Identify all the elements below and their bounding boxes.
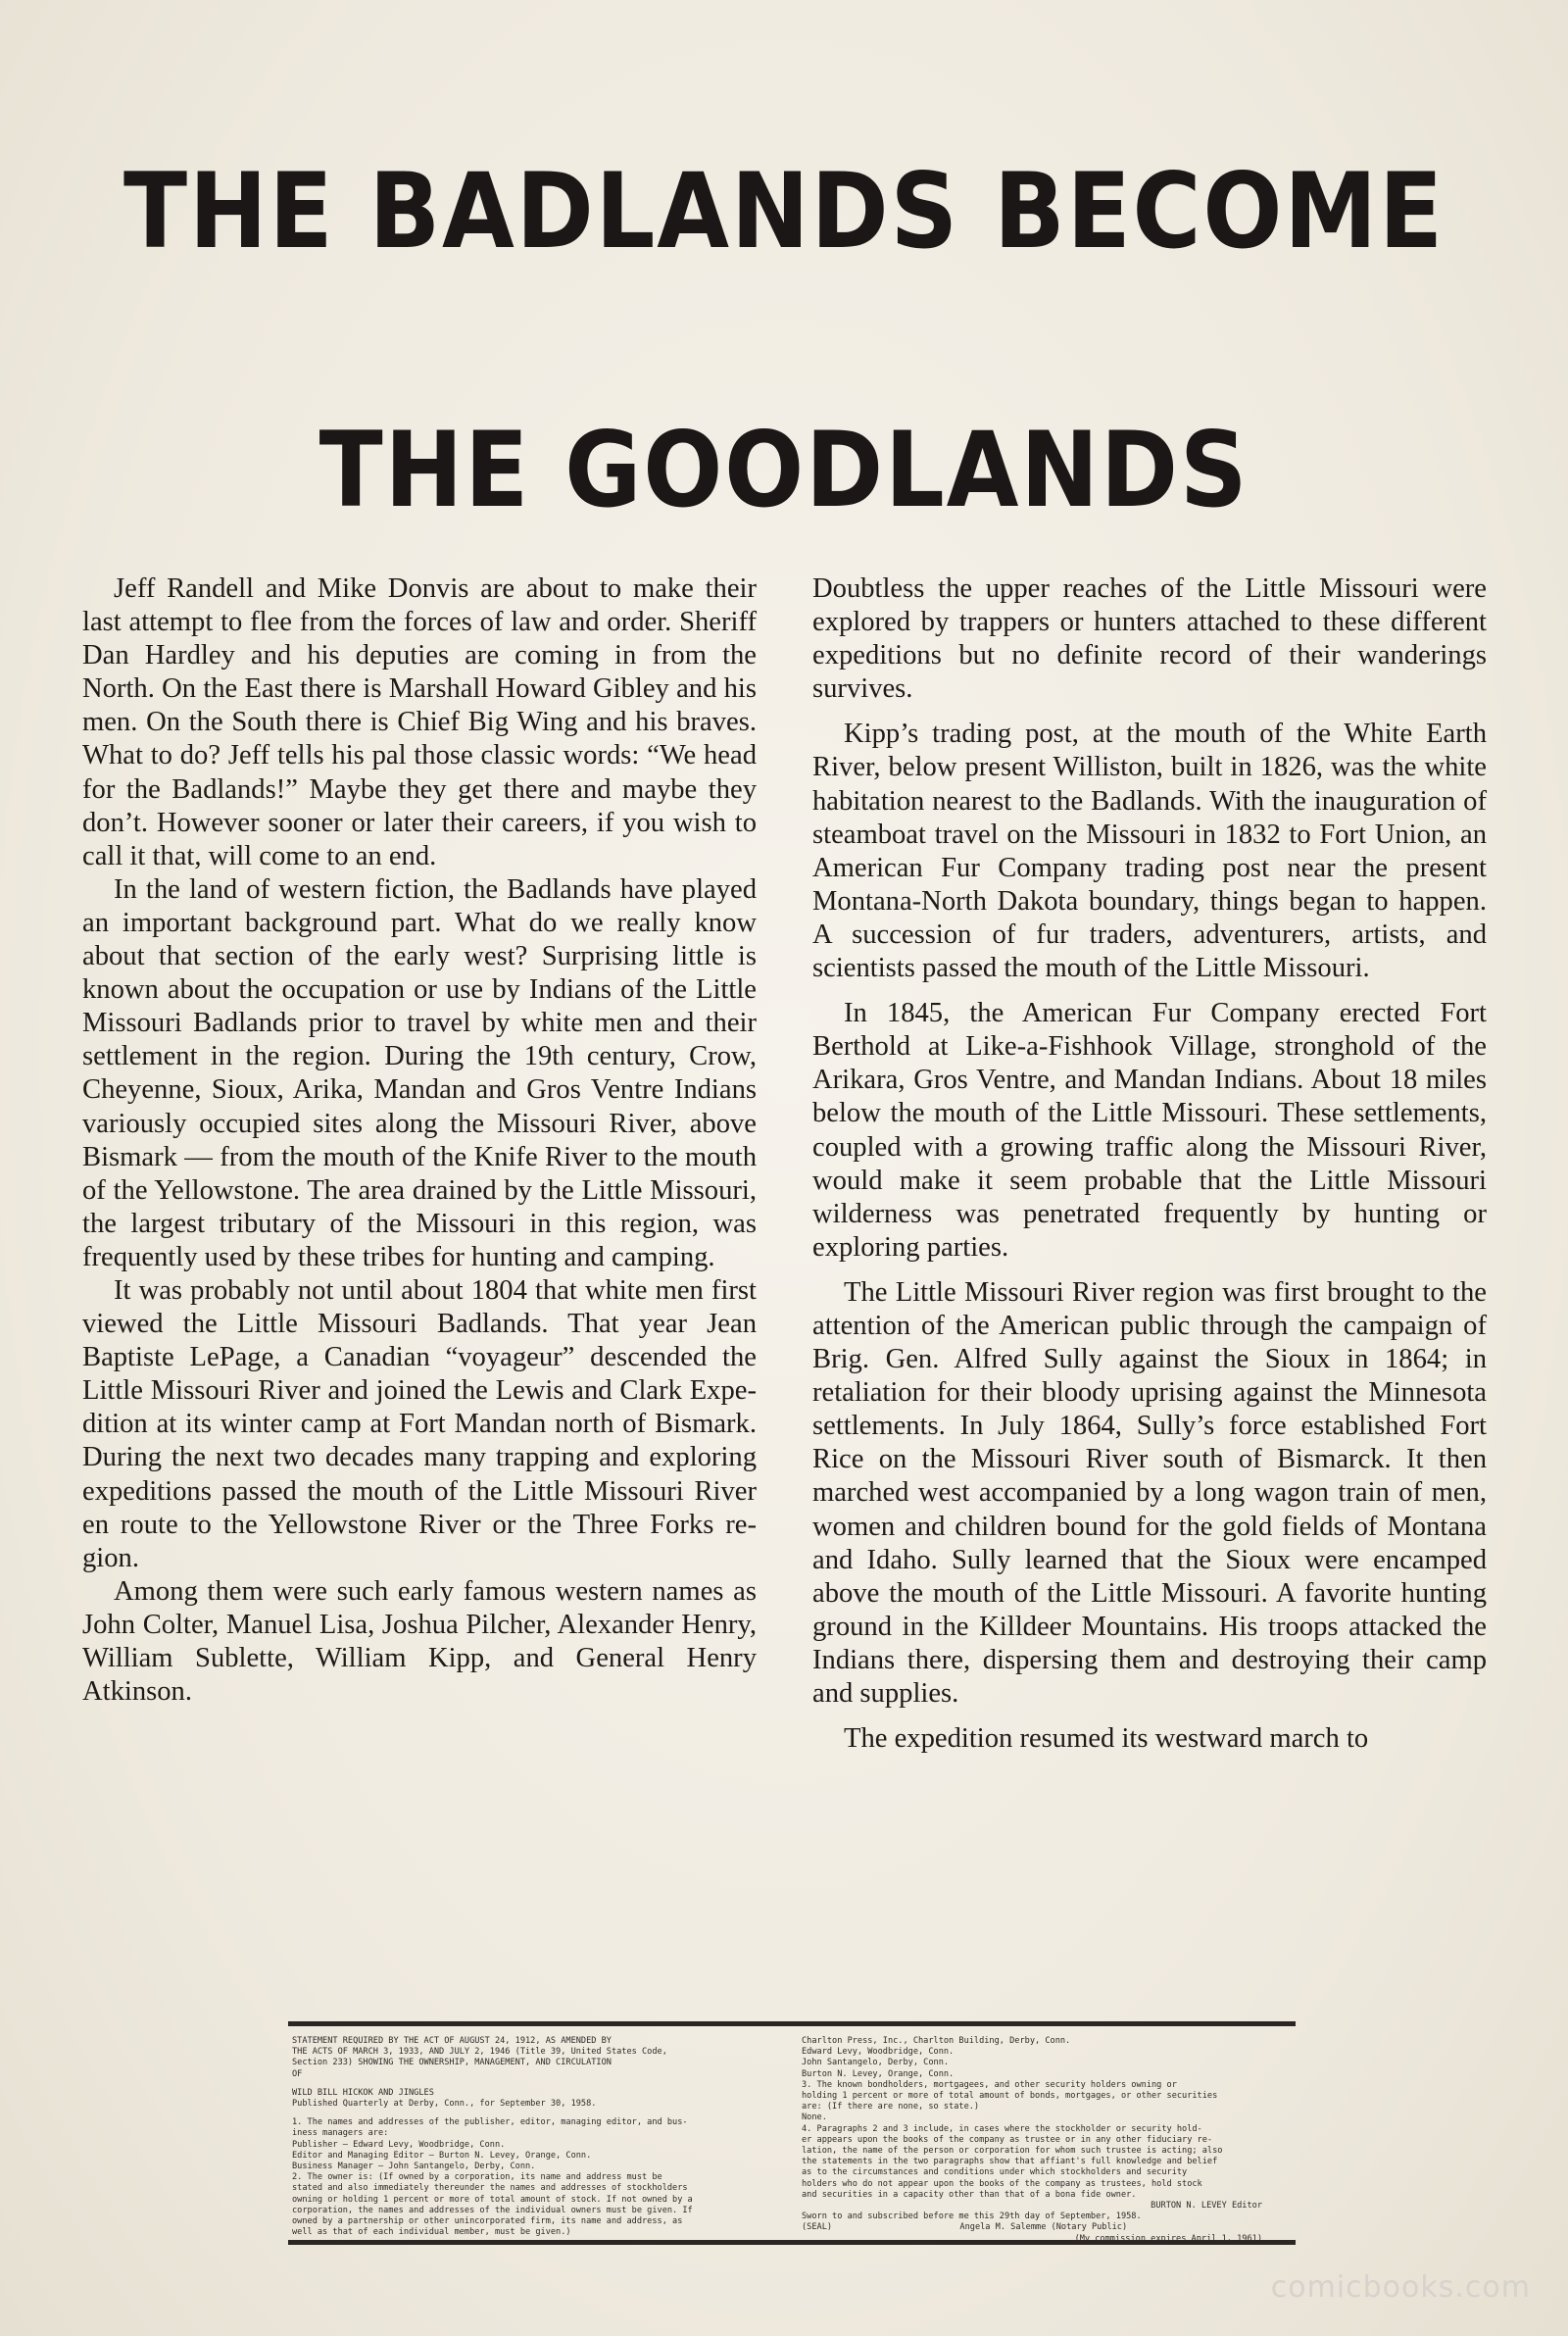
paragraph: Doubtless the upper reaches of the Little Missouri were explored by trappers or hunters attached to these different expeditions but no definite record of their wanderings survives.: [812, 573, 1487, 705]
paragraph: The expedition resumed its westward march to: [844, 1723, 1369, 1755]
ownership-statement-box: [288, 2021, 1296, 2245]
paragraph: Jeff Randell and Mike Donvis are about to make their last attempt to flee from the forces of law and order. Sheriff Dan Hardley and his deputies are coming in from the North. On the East there is Marshall Howard Gibley and his men. On the South there is Chief Big Wing and his braves. What to do? Jeff tells his pal those classic words: “We head for the Badlands!” Maybe they get there and maybe they don’t. However sooner or later their careers, if you wish to call it that, will come to an end.: [82, 573, 757, 871]
statement-line: holders who do not appear upon the books of the company as trustees, hold stock: [802, 2178, 1202, 2189]
statement-signature: BURTON N. LEVEY Editor: [1151, 2201, 1262, 2212]
statement-notary: Angela M. Salemme (Notary Public): [959, 2222, 1128, 2233]
statement-line: 1. The names and addresses of the publisher, editor, managing editor, and bus-: [292, 2117, 688, 2128]
statement-line: Charlton Press, Inc., Charlton Building, Derby, Conn.: [802, 2036, 1071, 2046]
statement-line: well as that of each individual member, must be given.): [292, 2227, 571, 2238]
statement-line: iness managers are:: [292, 2128, 389, 2139]
statement-line: WILD BILL HICKOK AND JINGLES: [292, 2087, 434, 2098]
statement-line: THE ACTS OF MARCH 3, 1933, AND JULY 2, 1946 (Title 39, United States Code,: [292, 2047, 667, 2058]
statement-line: Editor and Managing Editor — Burton N. Levey, Orange, Conn.: [292, 2150, 592, 2161]
statement-line: stated and also immediately thereunder the names and addresses of stockholders: [292, 2183, 688, 2194]
statement-line: Published Quarterly at Derby, Conn., for September 30, 1958.: [292, 2099, 597, 2110]
statement-line: owned by a partnership or other unincorporated firm, its name and address, as: [292, 2216, 683, 2227]
statement-left-column: [292, 2036, 782, 2238]
statement-notary-row: [802, 2222, 1292, 2233]
statement-line: the statements in the two paragraphs show that affiant's full knowledge and belief: [802, 2157, 1218, 2167]
statement-line: 3. The known bondholders, mortgagees, and other security holders owning or: [802, 2079, 1177, 2090]
statement-line: Business Manager — John Santangelo, Derby, Conn.: [292, 2162, 536, 2172]
article-left-column: [82, 572, 757, 1709]
statement-line: corporation, the names and addresses of the individual owners must be given. If: [292, 2205, 693, 2215]
statement-line: Burton N. Levey, Orange, Conn.: [802, 2068, 955, 2079]
statement-line: None.: [802, 2112, 827, 2123]
paragraph: In the land of western fiction, the Badlands have played an important background part. What do we really know about that section of the early west? Surprising little is known about the occupation or use by Indians of the Little Missouri Badlands prior to travel by white men and their settlement in the region. During the 19th century, Crow, Cheyenne, Sioux, Arika, Mandan and Gros Ventre Indians variously occupied sites along the Missouri River, above Bismark — from the mouth of the Knife River to the mouth of the Yellowstone. The area drained by the Little Missouri, the largest tributary of the Missouri in this region, was frequently used by these tribes for hunting and camping.: [82, 873, 757, 1272]
statement-line: Edward Levy, Woodbridge, Conn.: [802, 2047, 955, 2058]
statement-seal: (SEAL): [802, 2222, 833, 2233]
site-watermark: comicbooks.com: [1270, 2270, 1531, 2305]
paragraph: Among them were such early famous western names as John Colter, Manuel Lisa, Joshua Pilcher, Alexander Henry, William Sublette, William Kipp, and General Henry Atkinson.: [82, 1575, 757, 1708]
statement-line: as to the circumstances and conditions under which stockholders and security: [802, 2167, 1188, 2178]
statement-line: er appears upon the books of the company as trustee or in any other fiduciary re-: [802, 2134, 1213, 2145]
statement-line: and securities in a capacity other than that of a bona fide owner.: [802, 2189, 1137, 2200]
statement-line: 2. The owner is: (If owned by a corporation, its name and address must be: [292, 2172, 662, 2183]
statement-line: STATEMENT REQUIRED BY THE ACT OF AUGUST 24, 1912, AS AMENDED BY: [292, 2036, 612, 2046]
headline-line-2: THE GOODLANDS: [318, 410, 1250, 530]
paragraph: It was probably not until about 1804 that white men first viewed the Little Missouri Badlands. That year Jean Baptiste LePage, a Canadian “voyageur” descended the Little Missouri River and joined the Lewis and Clark Expedition at its winter camp at Fort Mandan north of Bismark. During the next two decades many trapping and exploring expeditions passed the mouth of the Little Missouri River en route to the Yellowstone River or the Three Forks region.: [82, 1274, 757, 1573]
statement-right-column: [802, 2036, 1292, 2245]
statement-line: holding 1 percent or more of total amount of bonds, mortgages, or other securities: [802, 2091, 1218, 2102]
paragraph: In 1845, the American Fur Company erected Fort Berthold at Like-a-Fishhook Village, stronghold of the Arikara, Gros Ventre, and Mandan Indians. About 18 miles below the mouth of the Little Missouri. These settlements, coupled with a growing traffic along the Missouri River, would make it seem probable that the Little Missouri wilderness was penetrated frequently by hunting or exploring parties.: [812, 998, 1487, 1263]
statement-line: 4. Paragraphs 2 and 3 include, in cases where the stockholder or security hold-: [802, 2123, 1202, 2134]
statement-commission: (My commission expires April 1, 1961): [1074, 2233, 1262, 2244]
paragraph: Kipp’s trading post, at the mouth of the White Earth River, below present Williston, built in 1826, was the white habitation nearest to the Badlands. With the inauguration of steamboat travel on the Missouri in 1832 to Fort Union, an American Fur Company trading post near the present Montana-North Dakota boundary, things began to happen. A succession of fur traders, adventurers, artists, and scientists passed the mouth of the Little Missouri.: [812, 719, 1487, 984]
statement-line: Section 233) SHOWING THE OWNERSHIP, MANAGEMENT, AND CIRCULATION: [292, 2058, 612, 2068]
article-right-column: [812, 572, 1487, 1756]
paragraph: The Little Missouri River region was first brought to the attention of the American public through the campaign of Brig. Gen. Alfred Sully against the Sioux in 1864; in retaliation for their bloody uprising against the Minnesota settlements. In July 1864, Sully’s force established Fort Rice on the Missouri River south of Bismarck. It then marched west accompanied by a long wagon train of men, women and children bound for the gold fields of Montana and Idaho. Sully learned that the Sioux were encamped above the mouth of the Little Missouri. A favorite hunting ground in the Killdeer Mountains. His troops attacked the Indians there, dispersing them and destroying their camp and supplies.: [812, 1276, 1487, 1709]
statement-line: owning or holding 1 percent or more of total amount of stock. If not owned by a: [292, 2194, 693, 2205]
statement-sworn-line: Sworn to and subscribed before me this 29th day of September, 1958.: [802, 2212, 1142, 2222]
statement-line: are: (If there are none, so state.): [802, 2102, 980, 2112]
statement-line: lation, the name of the person or corporation for whom such trustee is acting; also: [802, 2146, 1223, 2157]
statement-line: John Santangelo, Derby, Conn.: [802, 2058, 950, 2068]
statement-line: Publisher — Edward Levy, Woodbridge, Conn.: [292, 2139, 506, 2150]
statement-line: OF: [292, 2068, 303, 2079]
headline-line-1: THE BADLANDS BECOME: [123, 151, 1445, 272]
